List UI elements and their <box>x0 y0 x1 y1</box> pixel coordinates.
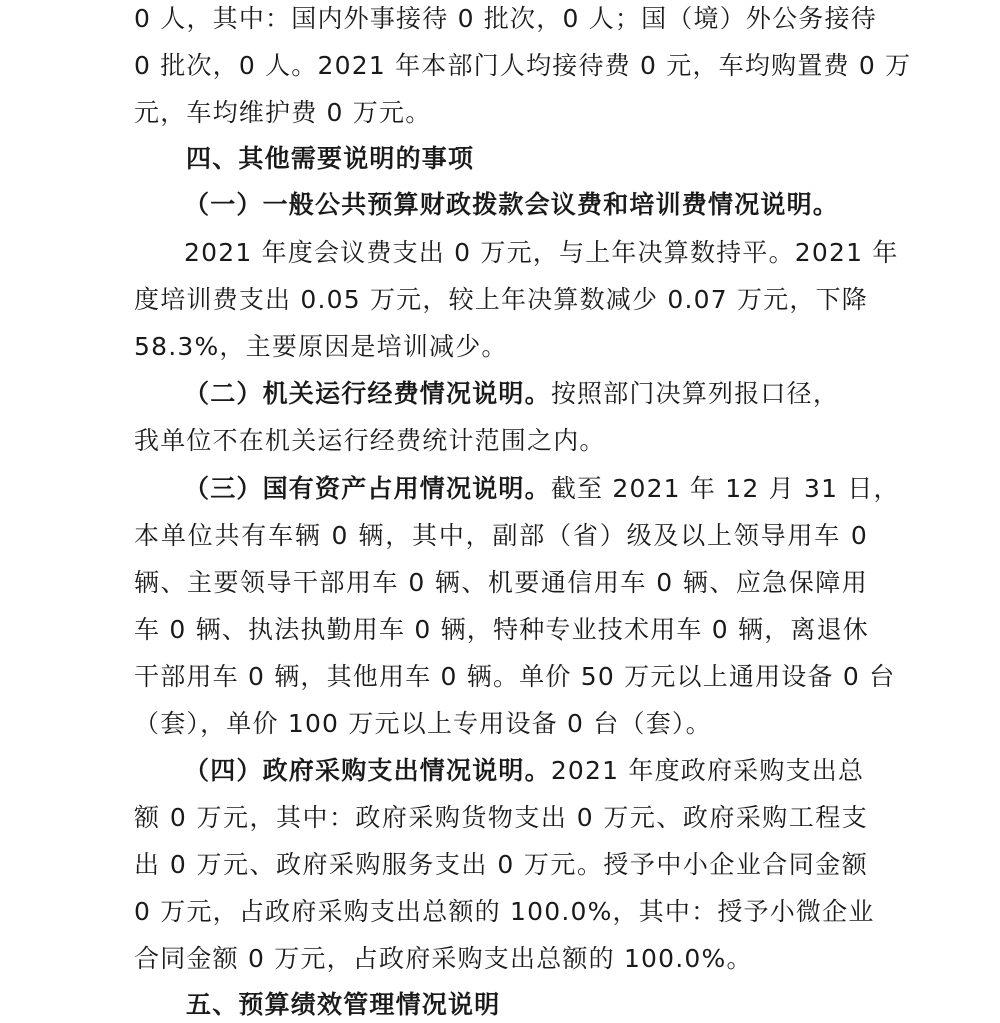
paragraph-line: 度培训费支出 0.05 万元，较上年决算数减少 0.07 万元，下降 <box>134 285 868 314</box>
paragraph-line: 我单位不在机关运行经费统计范围之内。 <box>134 426 606 455</box>
paragraph-line <box>184 474 900 504</box>
paragraph-line: 元，车均维护费 0 万元。 <box>134 98 432 127</box>
paragraph-text: 2021 年度政府采购支出总 <box>550 756 865 785</box>
paragraph-line: 出 0 万元、政府采购服务支出 0 万元。授予中小企业合同金额 <box>134 850 868 879</box>
paragraph-text: 按照部门决算列报口径， <box>550 379 840 408</box>
paragraph-line: 本单位共有车辆 0 辆，其中，副部（省）级及以上领导用车 0 <box>134 521 868 550</box>
paragraph-line: 合同金额 0 万元，占政府采购支出总额的 100.0%。 <box>134 944 753 973</box>
paragraph-line: （套），单价 100 万元以上专用设备 0 台（套）。 <box>134 709 712 738</box>
section-heading: 四、其他需要说明的事项 <box>186 144 475 173</box>
paragraph-line: 车 0 辆、执法执勤用车 0 辆，特种专业技术用车 0 辆，离退休 <box>134 615 870 644</box>
paragraph-line: 辆、主要领导干部用车 0 辆、机要通信用车 0 辆、应急保障用 <box>134 568 868 597</box>
paragraph-line <box>184 756 868 786</box>
subsection-heading: （三）国有资产占用情况说明。 <box>184 474 551 503</box>
paragraph-line: 额 0 万元，其中：政府采购货物支出 0 万元、政府采购工程支 <box>134 803 868 832</box>
subsection-heading: （四）政府采购支出情况说明。 <box>184 756 551 785</box>
subsection-heading: （二）机关运行经费情况说明。 <box>184 379 551 408</box>
paragraph-line: 58.3%，主要原因是培训减少。 <box>134 332 508 361</box>
subsection-heading: （一）一般公共预算财政拨款会议费和培训费情况说明。 <box>184 190 840 219</box>
paragraph-line: 2021 年度会议费支出 0 万元，与上年决算数持平。2021 年 <box>184 238 899 267</box>
paragraph-line: 0 批次，0 人。2021 年本部门人均接待费 0 元，车均购置费 0 万 <box>134 51 912 80</box>
section-heading: 五、预算绩效管理情况说明 <box>186 990 501 1019</box>
paragraph-text: 截至 2021 年 12 月 31 日， <box>550 474 900 503</box>
paragraph-line <box>184 379 868 409</box>
paragraph-line: 干部用车 0 辆，其他用车 0 辆。单价 50 万元以上通用设备 0 台 <box>134 662 896 691</box>
paragraph-line: 0 万元，占政府采购支出总额的 100.0%，其中：授予小微企业 <box>134 897 875 926</box>
paragraph-line: 0 人，其中：国内外事接待 0 批次，0 人；国（境）外公务接待 <box>134 4 877 33</box>
